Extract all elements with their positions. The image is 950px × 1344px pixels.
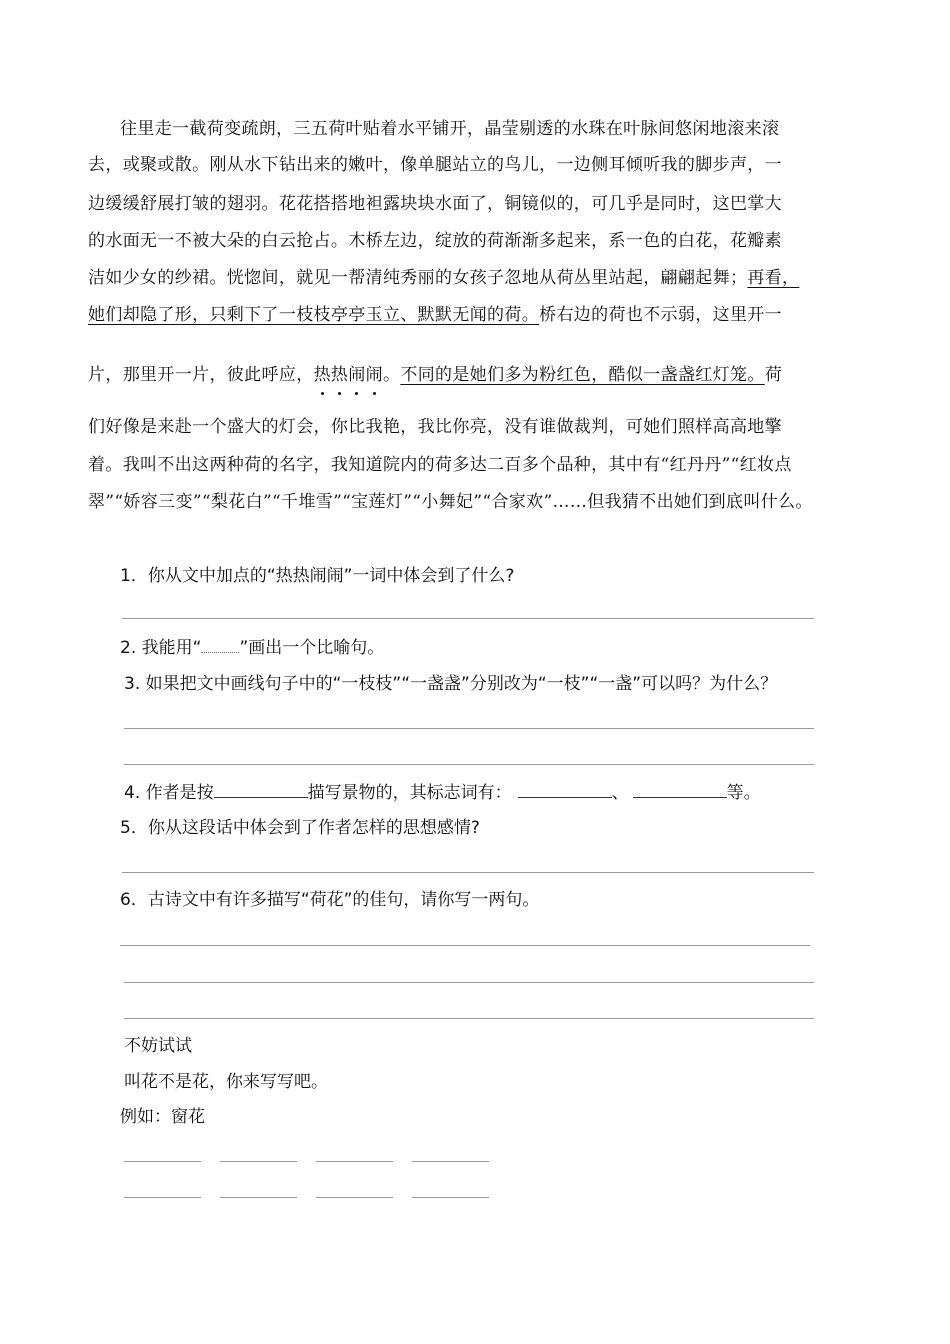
answer-line-q6-1[interactable] xyxy=(120,945,810,946)
underlined-sentence-1-start: 再看， xyxy=(747,268,800,288)
underlined-sentence-2: 不同的是她们多为粉红色，酷似一盏盏红灯笼。 xyxy=(400,365,765,385)
question-1: 1．你从文中加点的“热热闹闹”一词中体会到了什么? xyxy=(120,566,515,586)
answer-blank[interactable] xyxy=(124,1161,201,1162)
answer-line-q1[interactable] xyxy=(122,618,814,619)
passage-line-1: 往里走一截荷变疏朗，三五荷叶贴着水平铺开，晶莹剔透的水珠在叶脉间悠闲地滚来滚 xyxy=(120,119,780,139)
answer-blank[interactable] xyxy=(412,1161,489,1162)
answer-line-q5[interactable] xyxy=(122,872,814,873)
question-4-sep: 、 xyxy=(611,783,629,803)
question-2 xyxy=(120,637,384,659)
dotted-char: 闹 xyxy=(348,365,366,385)
answer-line-q6-3[interactable] xyxy=(124,1018,814,1019)
fill-blank-word-2[interactable] xyxy=(633,783,727,798)
dotted-char: 闹 xyxy=(365,365,383,385)
question-4-text: 等。 xyxy=(726,783,761,803)
passage-line-10: 翠”“娇容三变”“梨花白”“千堆雪”“宝莲灯”“小舞妃”“合家欢”……但我猜不出她们到底叫什么。 xyxy=(88,492,813,512)
answer-blank[interactable] xyxy=(316,1161,393,1162)
extra-title: 不妨试试 xyxy=(124,1036,192,1056)
question-6: 6．古诗文中有许多描写“荷花”的佳句，请你写一两句。 xyxy=(120,890,540,910)
underlined-sentence-1-end: 她们却隐了形，只剩下了一枝枝亭亭玉立、默默无闻的荷。 xyxy=(88,305,540,325)
dotted-char: 热 xyxy=(313,365,331,385)
passage-text: 。 xyxy=(383,365,401,385)
passage-text: 洁如少女的纱裙。恍惚间，就见一帮清纯秀丽的女孩子忽地从荷丛里站起，翩翩起舞； xyxy=(88,268,748,288)
question-3: 3. 如果把文中画线句子中的“一枝枝”“一盏盏”分别改为“一枝”“一盏”可以吗？为什么？ xyxy=(124,674,778,694)
passage-line-4: 的水面无一不被大朵的白云抢占。木桥左边，绽放的荷渐渐多起来，系一色的白花，花瓣素 xyxy=(88,231,782,251)
question-5: 5．你从这段话中体会到了作者怎样的思想感情? xyxy=(120,818,480,838)
answer-blank[interactable] xyxy=(412,1197,489,1198)
dotted-char: 热 xyxy=(330,365,349,385)
passage-text: 桥右边的荷也不示弱，这里开一 xyxy=(539,305,783,325)
answer-line-q3-1[interactable] xyxy=(124,728,814,729)
passage-line-2: 去，或聚或散。刚从水下钻出来的嫩叶，像单腿站立的鸟儿，一边侧耳倾听我的脚步声，一 xyxy=(88,155,782,175)
extra-instruction: 叫花不是花，你来写写吧。 xyxy=(124,1072,328,1092)
answer-blank[interactable] xyxy=(220,1161,297,1162)
passage-line-9: 着。我叫不出这两种荷的名字，我知道院内的荷多达二百多个品种，其中有“红丹丹”“红妆点 xyxy=(88,455,792,475)
question-2-text: ”画出一个比喻句。 xyxy=(239,638,385,658)
passage-line-7 xyxy=(88,364,782,386)
answer-blank[interactable] xyxy=(316,1197,393,1198)
answer-line-q6-2[interactable] xyxy=(124,982,814,983)
passage-line-6 xyxy=(88,304,782,326)
extra-example: 例如：窗花 xyxy=(120,1107,205,1127)
question-4 xyxy=(124,782,761,804)
passage-line-3: 边缓缓舒展打皱的翅羽。花花搭搭地袒露块块水面了，铜镜似的，可几乎是同时，这巴掌大 xyxy=(88,194,782,214)
answer-blank[interactable] xyxy=(220,1197,297,1198)
passage-text: 片，那里开一片，彼此呼应， xyxy=(88,365,314,385)
passage-line-8: 们好像是来赴一个盛大的灯会，你比我艳，我比你亮，没有谁做裁判，可她们照样高高地擎 xyxy=(88,417,782,437)
fill-blank-order[interactable] xyxy=(214,783,308,798)
question-4-text: 4. 作者是按 xyxy=(124,783,214,803)
answer-line-q3-2[interactable] xyxy=(124,764,814,765)
question-4-text: 描写景物的，其标志词有： xyxy=(307,783,512,803)
answer-blank[interactable] xyxy=(124,1197,201,1198)
dotted-line-sample xyxy=(201,642,239,653)
fill-blank-word-1[interactable] xyxy=(518,783,612,798)
passage-text: 荷 xyxy=(764,365,783,385)
passage-line-5 xyxy=(88,267,799,289)
question-2-text: 2. 我能用“ xyxy=(120,638,202,658)
